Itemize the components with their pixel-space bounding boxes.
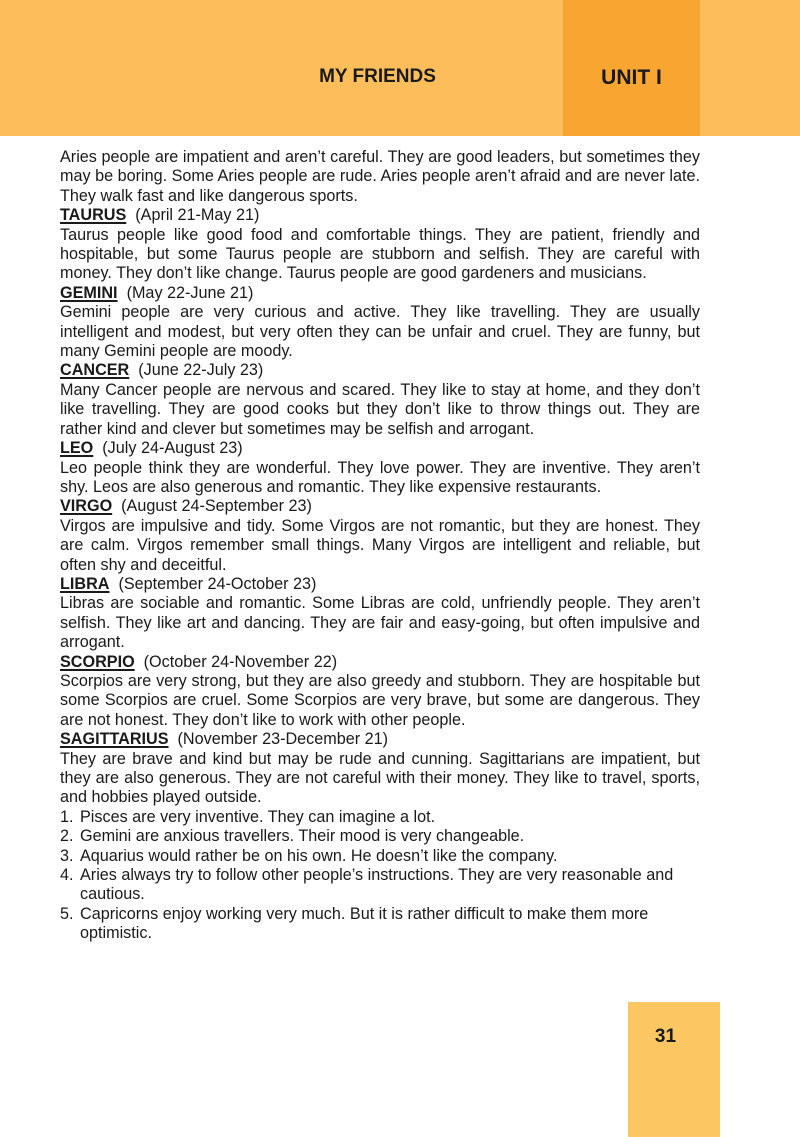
- list-item: [60, 808, 700, 827]
- sign-dates: (August 24-September 23): [121, 497, 312, 516]
- sign-heading: [60, 439, 700, 458]
- sign-heading: [60, 206, 700, 225]
- item-number: 1.: [60, 807, 74, 826]
- sign-dates: (June 22-July 23): [138, 361, 264, 380]
- sign-heading: [60, 575, 700, 594]
- sign-description: Virgos are impulsive and tidy. Some Virgos are not romantic, but they are honest. They are calm. Virgos remember small things. Many Virgos are intelligent and reliable, but often shy and deceitful.: [60, 516, 700, 574]
- item-text: Gemini are anxious travellers. Their mood is very changeable.: [80, 827, 525, 846]
- sign-heading: [60, 284, 700, 303]
- sign-description: Libras are sociable and romantic. Some Libras are cold, unfriendly people. They aren’t selfish. They like art and dancing. They are fair and easy-going, but often impulsive and arrogant.: [60, 594, 700, 652]
- item-number: 4.: [60, 866, 74, 885]
- list-item: [60, 866, 700, 905]
- sign-name: GEMINI: [60, 283, 118, 302]
- sign-section-taurus: [60, 206, 700, 284]
- list-item: [60, 847, 700, 866]
- page-title: MY FRIENDS: [319, 66, 436, 87]
- sign-heading: [60, 497, 700, 516]
- sign-section-sagittarius: [60, 730, 700, 808]
- sign-section-leo: [60, 439, 700, 497]
- item-number: 2.: [60, 827, 74, 846]
- item-number: 3.: [60, 846, 74, 865]
- sign-dates: (September 24-October 23): [118, 574, 317, 593]
- sign-heading: [60, 730, 700, 749]
- intro-paragraph: Aries people are impatient and aren’t careful. They are good leaders, but sometimes they may be boring. Some Aries people are rude. Aries people aren’t afraid and are never late. They walk fast and like dangerous sports.: [60, 148, 700, 205]
- sign-name: SAGITTARIUS: [60, 730, 169, 749]
- sign-heading: [60, 653, 700, 672]
- sign-dates: (April 21-May 21): [135, 206, 260, 225]
- sign-description: Scorpios are very strong, but they are also greedy and stubborn. They are hospitable but some Scorpios are cruel. Some Scorpios are very brave, but some are dangerous. They are not honest. They don’t like to work with other people.: [60, 671, 700, 729]
- item-text: Aquarius would rather be on his own. He doesn’t like the company.: [80, 846, 558, 865]
- list-item: [60, 827, 700, 846]
- page-number-tab: [628, 1002, 720, 1137]
- unit-label: UNIT I: [601, 66, 662, 89]
- sign-dates: (July 24-August 23): [102, 439, 243, 458]
- sign-name: VIRGO: [60, 497, 113, 516]
- sign-heading: [60, 361, 700, 380]
- sign-name: SCORPIO: [60, 652, 135, 671]
- sign-name: LEO: [60, 439, 94, 458]
- item-number: 5.: [60, 904, 74, 923]
- sign-description: Many Cancer people are nervous and scared. They like to stay at home, and they don’t like travelling. They are good cooks but they don’t like to throw things out. They are rather kind and clever but sometimes may be selfish and arrogant.: [60, 380, 700, 438]
- sign-description: Gemini people are very curious and active. They like travelling. They are usually intelligent and modest, but very often they can be unfair and cruel. They are funny, but many Gemini people are moody.: [60, 303, 700, 361]
- sign-section-libra: [60, 575, 700, 653]
- item-text: Capricorns enjoy working very much. But it is rather difficult to make them more optimistic.: [80, 904, 649, 943]
- item-text: Pisces are very inventive. They can imagine a lot.: [80, 807, 436, 826]
- main-content: [60, 148, 700, 944]
- item-text: Aries always try to follow other people’s instructions. They are very reasonable and cautious.: [80, 866, 674, 904]
- sign-name: CANCER: [60, 361, 130, 380]
- sign-dates: (May 22-June 21): [126, 283, 254, 302]
- sign-name: LIBRA: [60, 574, 110, 593]
- sign-dates: (November 23-December 21): [177, 730, 389, 749]
- sign-dates: (October 24-November 22): [143, 652, 338, 671]
- sign-description: Taurus people like good food and comfortable things. They are patient, friendly and hospitable, but some Taurus people are stubborn and selfish. They are careful with money. They don’t like change. Taurus people are good gardeners and musicians.: [60, 225, 700, 283]
- sign-section-cancer: [60, 361, 700, 439]
- statements-list: [60, 808, 700, 944]
- sign-description: Leo people think they are wonderful. They love power. They are inventive. They aren’t shy. Leos are also generous and romantic. They like expensive restaurants.: [60, 458, 700, 496]
- page-number: 31: [654, 1026, 677, 1047]
- sign-section-scorpio: [60, 653, 700, 731]
- sign-section-gemini: [60, 284, 700, 362]
- sign-section-virgo: [60, 497, 700, 575]
- sign-name: TAURUS: [60, 206, 127, 225]
- list-item: [60, 905, 700, 944]
- sign-description: They are brave and kind but may be rude and cunning. Sagittarians are impatient, but they are also generous. They are not careful with their money. They like to travel, sports, and hobbies played outside.: [60, 749, 700, 807]
